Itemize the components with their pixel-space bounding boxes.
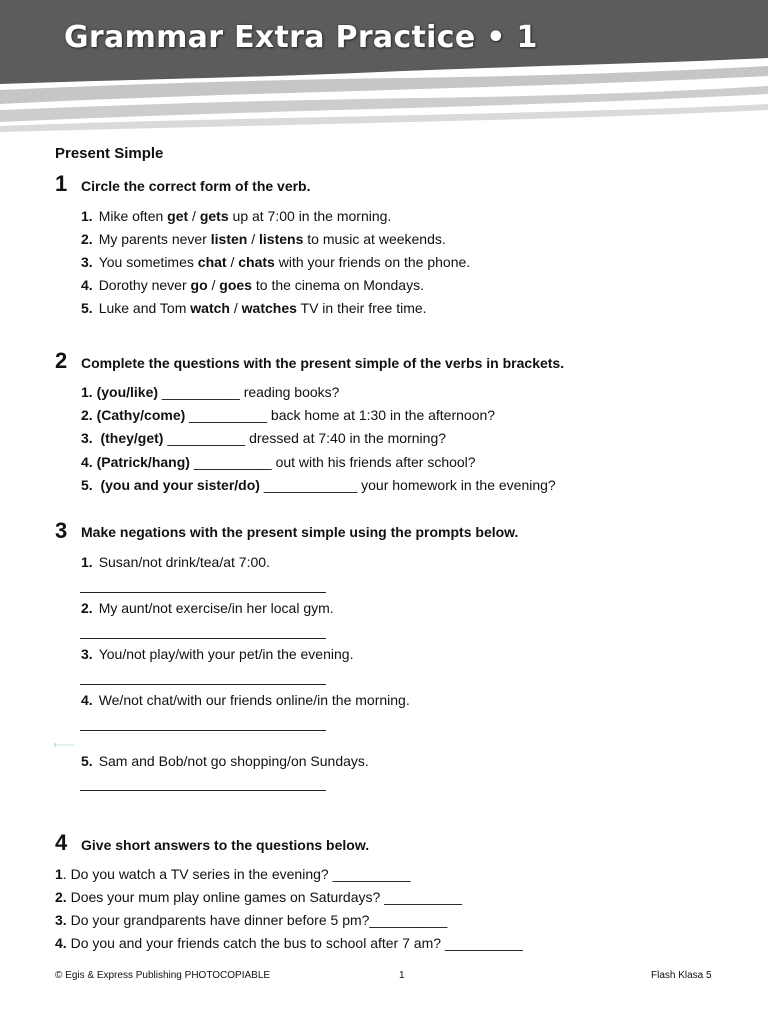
answer-line[interactable] <box>80 790 326 791</box>
verb-option[interactable]: gets <box>199 208 229 224</box>
answer-line[interactable] <box>80 684 326 685</box>
exercise-4-number: 4 <box>55 830 68 855</box>
item-number: 3. <box>81 430 93 446</box>
exercise-1-item <box>81 277 424 293</box>
item-number: 1 <box>55 866 63 882</box>
exercise-3-item <box>81 692 410 708</box>
verb-prompt: (they/get) <box>100 430 164 446</box>
verb-option[interactable]: watches <box>241 300 297 316</box>
item-text: Dorothy never <box>98 277 191 293</box>
exercise-1-instruction: Circle the correct form of the verb. <box>81 178 311 194</box>
item-text: . Do you watch a TV series in the evening? __________ <box>62 866 411 882</box>
item-number: 3. <box>81 646 93 662</box>
exercise-3-item <box>81 554 270 570</box>
verb-prompt: (Patrick/hang) <box>96 454 190 470</box>
verb-option[interactable]: chat <box>197 254 227 270</box>
exercise-2-item <box>81 384 339 400</box>
item-text: You/not play/with your pet/in the evening. <box>98 646 354 662</box>
exercise-1-number: 1 <box>55 171 68 196</box>
exercise-2-instruction: Complete the questions with the present simple of the verbs in brackets. <box>81 355 565 371</box>
item-text: We/not chat/with our friends online/in the morning. <box>98 692 410 708</box>
item-text[interactable]: __________ out with his friends after school? <box>189 454 476 470</box>
scan-mark-icon <box>54 742 76 748</box>
exercise-4-item[interactable] <box>55 912 447 928</box>
item-number: 5. <box>81 477 93 493</box>
page-title: Grammar Extra Practice • 1 <box>64 20 538 55</box>
item-number: 2. <box>81 600 93 616</box>
exercise-3-item <box>81 646 353 662</box>
item-text: up at 7:00 in the morning. <box>228 208 392 224</box>
footer-book-title: Flash Klasa 5 <box>651 970 712 981</box>
exercise-2-item <box>81 407 495 423</box>
item-text: TV in their free time. <box>296 300 427 316</box>
option-separator: / <box>247 231 259 247</box>
option-separator: / <box>229 300 242 316</box>
verb-prompt: (you and your sister/do) <box>100 477 260 493</box>
item-number: 4. <box>81 454 93 470</box>
item-text: Does your mum play online games on Saturdays? __________ <box>70 889 463 905</box>
answer-line[interactable] <box>80 638 326 639</box>
exercise-2-item <box>81 454 476 470</box>
exercise-1-item <box>81 231 446 247</box>
exercise-2-item <box>81 477 556 493</box>
footer-copyright: © Egis & Express Publishing PHOTOCOPIABLE <box>55 970 271 981</box>
option-separator: / <box>226 254 239 270</box>
item-text[interactable]: __________ dressed at 7:40 in the morning? <box>163 430 447 446</box>
item-text: Susan/not drink/tea/at 7:00. <box>98 554 270 570</box>
exercise-1-item <box>81 208 391 224</box>
verb-option[interactable]: go <box>190 277 208 293</box>
item-text[interactable]: ____________ your homework in the evening? <box>259 477 556 493</box>
item-text: to the cinema on Mondays. <box>251 277 424 293</box>
verb-prompt: (Cathy/come) <box>96 407 186 423</box>
verb-prompt: (you/like) <box>96 384 159 400</box>
item-number: 3. <box>55 912 67 928</box>
item-number: 1. <box>81 554 93 570</box>
item-text: My aunt/not exercise/in her local gym. <box>98 600 334 616</box>
exercise-4-instruction: Give short answers to the questions below. <box>81 837 370 853</box>
item-number: 5. <box>81 300 93 316</box>
exercise-3-instruction: Make negations with the present simple using the prompts below. <box>81 524 519 540</box>
exercise-4-item[interactable] <box>55 935 523 951</box>
exercise-2-number: 2 <box>55 348 68 373</box>
item-text: You sometimes <box>98 254 198 270</box>
verb-option[interactable]: chats <box>238 254 275 270</box>
item-text[interactable]: __________ reading books? <box>158 384 340 400</box>
item-number: 1. <box>81 384 93 400</box>
exercise-3-item <box>81 753 369 769</box>
item-text: Sam and Bob/not go shopping/on Sundays. <box>98 753 369 769</box>
exercise-1-item <box>81 300 427 316</box>
item-number: 5. <box>81 753 93 769</box>
verb-option[interactable]: watch <box>190 300 230 316</box>
exercise-3-item <box>81 600 334 616</box>
answer-line[interactable] <box>80 730 326 731</box>
verb-option[interactable]: get <box>167 208 189 224</box>
header-banner <box>0 0 768 135</box>
item-number: 3. <box>81 254 93 270</box>
item-text: Do your grandparents have dinner before 5 pm?__________ <box>70 912 448 928</box>
verb-option[interactable]: listens <box>259 231 304 247</box>
item-number: 2. <box>55 889 67 905</box>
item-number: 4. <box>81 277 93 293</box>
verb-option[interactable]: goes <box>219 277 252 293</box>
item-text: Mike often <box>98 208 168 224</box>
item-text[interactable]: __________ back home at 1:30 in the afternoon? <box>185 407 496 423</box>
item-number: 4. <box>55 935 67 951</box>
item-number: 4. <box>81 692 93 708</box>
exercise-4-item[interactable] <box>55 866 410 882</box>
verb-option[interactable]: listen <box>210 231 248 247</box>
exercise-3-number: 3 <box>55 518 68 543</box>
item-text: Luke and Tom <box>98 300 191 316</box>
option-separator: / <box>188 208 200 224</box>
item-number: 2. <box>81 407 93 423</box>
section-title: Present Simple <box>55 145 164 162</box>
item-text: with your friends on the phone. <box>274 254 471 270</box>
exercise-1-item <box>81 254 470 270</box>
answer-line[interactable] <box>80 592 326 593</box>
item-number: 2. <box>81 231 93 247</box>
item-text: Do you and your friends catch the bus to school after 7 am? __________ <box>70 935 523 951</box>
item-text: to music at weekends. <box>303 231 446 247</box>
item-text: My parents never <box>98 231 211 247</box>
exercise-2-item <box>81 430 446 446</box>
option-separator: / <box>207 277 220 293</box>
exercise-4-item[interactable] <box>55 889 462 905</box>
footer-page-number: 1 <box>399 970 405 981</box>
item-number: 1. <box>81 208 93 224</box>
